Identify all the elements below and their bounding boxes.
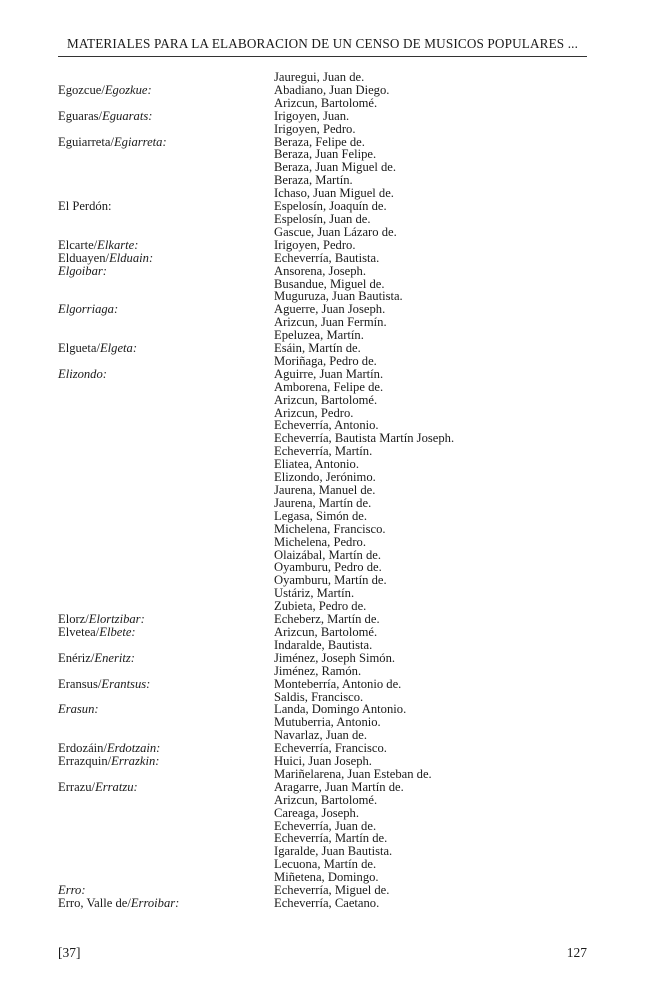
musician-name: Echeverría, Juan de.: [274, 818, 377, 833]
musician-name: Jaurena, Manuel de.: [274, 483, 376, 497]
place-name: [58, 84, 274, 110]
place-basque: Erantsus:: [101, 676, 151, 691]
place-spanish: Errazquin/: [58, 754, 112, 769]
musician-name: Epeluzea, Martín.: [274, 328, 364, 343]
place-spanish: Elvetea/: [58, 624, 100, 639]
census-entry: [58, 678, 578, 704]
musician-name: Lecuona, Martín de.: [274, 857, 377, 872]
place-name: [58, 755, 274, 781]
place-basque: Egiarreta:: [113, 134, 167, 149]
musician-name: Esáin, Martín de.: [274, 341, 361, 356]
musician-name: Legasa, Simón de.: [274, 508, 368, 523]
musician-name: Irigoyen, Pedro.: [274, 121, 356, 136]
place-basque: Elgoibar:: [58, 263, 107, 278]
musician-name: Oyamburu, Martín de.: [274, 573, 387, 588]
census-entry: [58, 136, 578, 201]
musician-name: Beraza, Juan Felipe.: [274, 147, 377, 162]
place-spanish: El Perdón:: [58, 199, 112, 214]
census-entry: [58, 626, 578, 652]
musician-name: Echeverría, Miguel de.: [274, 883, 390, 898]
musician-name: Arizcun, Bartolomé.: [274, 624, 378, 639]
musician-names: [274, 265, 578, 304]
place-name: [58, 136, 274, 201]
place-basque: Errazkin:: [111, 754, 160, 769]
place-basque: Elgorriaga:: [58, 302, 119, 317]
place-basque: Egozkue:: [104, 82, 152, 97]
musician-name: Echeverría, Caetano.: [274, 896, 380, 910]
census-entry: [58, 342, 578, 368]
census-entry: [58, 368, 578, 613]
place-basque: Eguarats:: [102, 108, 153, 123]
musician-name: Indaralde, Bautista.: [274, 637, 373, 652]
musician-names: [274, 136, 578, 201]
musician-names: [274, 781, 578, 884]
place-basque: Elizondo:: [58, 366, 107, 381]
musician-name: Echeverría, Bautista.: [274, 250, 380, 265]
musician-name: Arizcun, Bartolomé.: [274, 392, 378, 407]
musician-names: [274, 678, 578, 704]
musician-name: Ichaso, Juan Miguel de.: [274, 186, 394, 201]
place-name: [58, 265, 274, 304]
musician-name: Miñetena, Domingo.: [274, 870, 379, 885]
place-spanish: Eguiarreta/: [58, 134, 114, 149]
musician-name: Aragarre, Juan Martín de.: [274, 779, 404, 794]
census-entry: [58, 755, 578, 781]
musician-names: [274, 652, 578, 678]
musician-name: Aguirre, Juan Martín.: [274, 366, 384, 381]
musician-name: Mutuberria, Antonio.: [274, 715, 381, 730]
musician-names: [274, 71, 578, 84]
musician-names: [274, 239, 578, 252]
musician-name: Echeverría, Martín.: [274, 444, 373, 459]
musician-name: Beraza, Felipe de.: [274, 134, 365, 149]
musician-names: [274, 200, 578, 239]
census-entry: [58, 110, 578, 136]
place-name: [58, 781, 274, 884]
musician-name: Jiménez, Ramón.: [274, 663, 362, 678]
musician-name: Olaizábal, Martín de.: [274, 547, 382, 562]
musician-name: Oyamburu, Pedro de.: [274, 560, 382, 575]
place-name: [58, 110, 274, 136]
place-spanish: Elduayen/: [58, 250, 110, 265]
musician-names: [274, 342, 578, 368]
place-name: [58, 200, 274, 239]
musician-name: Arizcun, Bartolomé.: [274, 792, 378, 807]
musician-name: Jauregui, Juan de.: [274, 70, 365, 84]
page-number: 127: [566, 945, 587, 960]
musician-name: Echeverría, Francisco.: [274, 741, 387, 756]
place-spanish: Errazu/: [58, 779, 96, 794]
place-basque: Elkarte:: [97, 237, 139, 252]
place-basque: Erdotzain:: [106, 741, 161, 756]
section-number: [37]: [58, 945, 81, 960]
place-spanish: Egozcue/: [58, 82, 105, 97]
musician-name: Irigoyen, Juan.: [274, 108, 350, 123]
place-name: [58, 342, 274, 368]
musician-name: Michelena, Francisco.: [274, 521, 386, 536]
musician-name: Huici, Juan Joseph.: [274, 754, 372, 769]
musician-name: Aguerre, Juan Joseph.: [274, 302, 386, 317]
census-entry: [58, 200, 578, 239]
place-name: [58, 303, 274, 342]
place-spanish: Elorz/: [58, 612, 89, 627]
place-spanish: Erro, Valle de/: [58, 896, 131, 910]
running-header: MATERIALES PARA LA ELABORACION DE UN CENSO DE MUSICOS POPULARES ...: [58, 36, 587, 57]
musician-names: [274, 252, 578, 265]
musician-name: Navarlaz, Juan de.: [274, 728, 368, 743]
census-entry: [58, 303, 578, 342]
place-basque: Elgeta:: [99, 341, 138, 356]
musician-name: Arizcun, Pedro.: [274, 405, 354, 420]
musician-name: Zubieta, Pedro de.: [274, 599, 367, 614]
place-name: [58, 703, 274, 742]
musician-name: Ansorena, Joseph.: [274, 263, 366, 278]
census-entry: [58, 265, 578, 304]
place-basque: Erasun:: [58, 702, 99, 717]
musician-names: [274, 626, 578, 652]
musician-name: Espelosín, Joaquín de.: [274, 199, 387, 214]
musician-name: Michelena, Pedro.: [274, 534, 366, 549]
census-entry: [58, 897, 578, 910]
place-spanish: Elcarte/: [58, 237, 98, 252]
musician-name: Echeverría, Antonio.: [274, 418, 379, 433]
musician-name: Arizcun, Bartolomé.: [274, 95, 378, 110]
musician-name: Echeverría, Martín de.: [274, 831, 388, 846]
place-name: [58, 897, 274, 910]
place-basque: Eneritz:: [94, 650, 135, 665]
place-basque: Elduain:: [109, 250, 154, 265]
musician-names: [274, 368, 578, 613]
place-spanish: Eguaras/: [58, 108, 103, 123]
place-basque: Elortzibar:: [88, 612, 145, 627]
place-spanish: Eransus/: [58, 676, 102, 691]
census-entry: [58, 252, 578, 265]
musician-name: Igaralde, Juan Bautista.: [274, 844, 393, 859]
musician-names: [274, 110, 578, 136]
musician-name: Eliatea, Antonio.: [274, 457, 359, 472]
census-entry: [58, 781, 578, 884]
musician-names: [274, 897, 578, 910]
musician-name: Muguruza, Juan Bautista.: [274, 289, 403, 304]
place-basque: Elbete:: [99, 624, 136, 639]
musician-name: Elizondo, Jerónimo.: [274, 470, 376, 485]
musician-name: Mariñelarena, Juan Esteban de.: [274, 766, 432, 781]
place-name: [58, 678, 274, 704]
musician-name: Beraza, Martín.: [274, 173, 353, 188]
musician-names: [274, 703, 578, 742]
musician-name: Landa, Domingo Antonio.: [274, 702, 407, 717]
musician-name: Irigoyen, Pedro.: [274, 237, 356, 252]
musician-names: [274, 303, 578, 342]
musician-name: Gascue, Juan Lázaro de.: [274, 224, 397, 239]
place-spanish: Elgueta/: [58, 341, 100, 356]
place-basque: Erratzu:: [95, 779, 138, 794]
musician-name: Saldis, Francisco.: [274, 689, 364, 704]
musician-name: Espelosín, Juan de.: [274, 211, 371, 226]
musician-name: Abadiano, Juan Diego.: [274, 82, 390, 97]
musician-name: Echeverría, Bautista Martín Joseph.: [274, 431, 455, 446]
place-name: [58, 626, 274, 652]
place-basque: Erro:: [58, 883, 86, 898]
musician-name: Echeberz, Martín de.: [274, 612, 380, 627]
place-spanish: Enériz/: [58, 650, 95, 665]
place-name: [58, 368, 274, 613]
musician-name: Beraza, Juan Miguel de.: [274, 160, 397, 175]
place-basque: Erroibar:: [130, 896, 180, 910]
census-entry: [58, 84, 578, 110]
census-list: [58, 71, 578, 910]
musician-name: Arizcun, Juan Fermín.: [274, 315, 387, 330]
musician-name: Jiménez, Joseph Simón.: [274, 650, 396, 665]
place-spanish: Erdozáin/: [58, 741, 107, 756]
musician-name: Ustáriz, Martín.: [274, 586, 355, 601]
musician-name: Moriñaga, Pedro de.: [274, 353, 377, 368]
musician-name: Jaurena, Martín de.: [274, 495, 372, 510]
musician-name: Careaga, Joseph.: [274, 805, 359, 820]
musician-names: [274, 755, 578, 781]
musician-names: [274, 84, 578, 110]
census-entry: [58, 703, 578, 742]
musician-name: Busandue, Miguel de.: [274, 276, 385, 291]
census-entry: [58, 652, 578, 678]
musician-name: Amborena, Felipe de.: [274, 379, 384, 394]
place-name: [58, 652, 274, 678]
musician-name: Monteberría, Antonio de.: [274, 676, 402, 691]
